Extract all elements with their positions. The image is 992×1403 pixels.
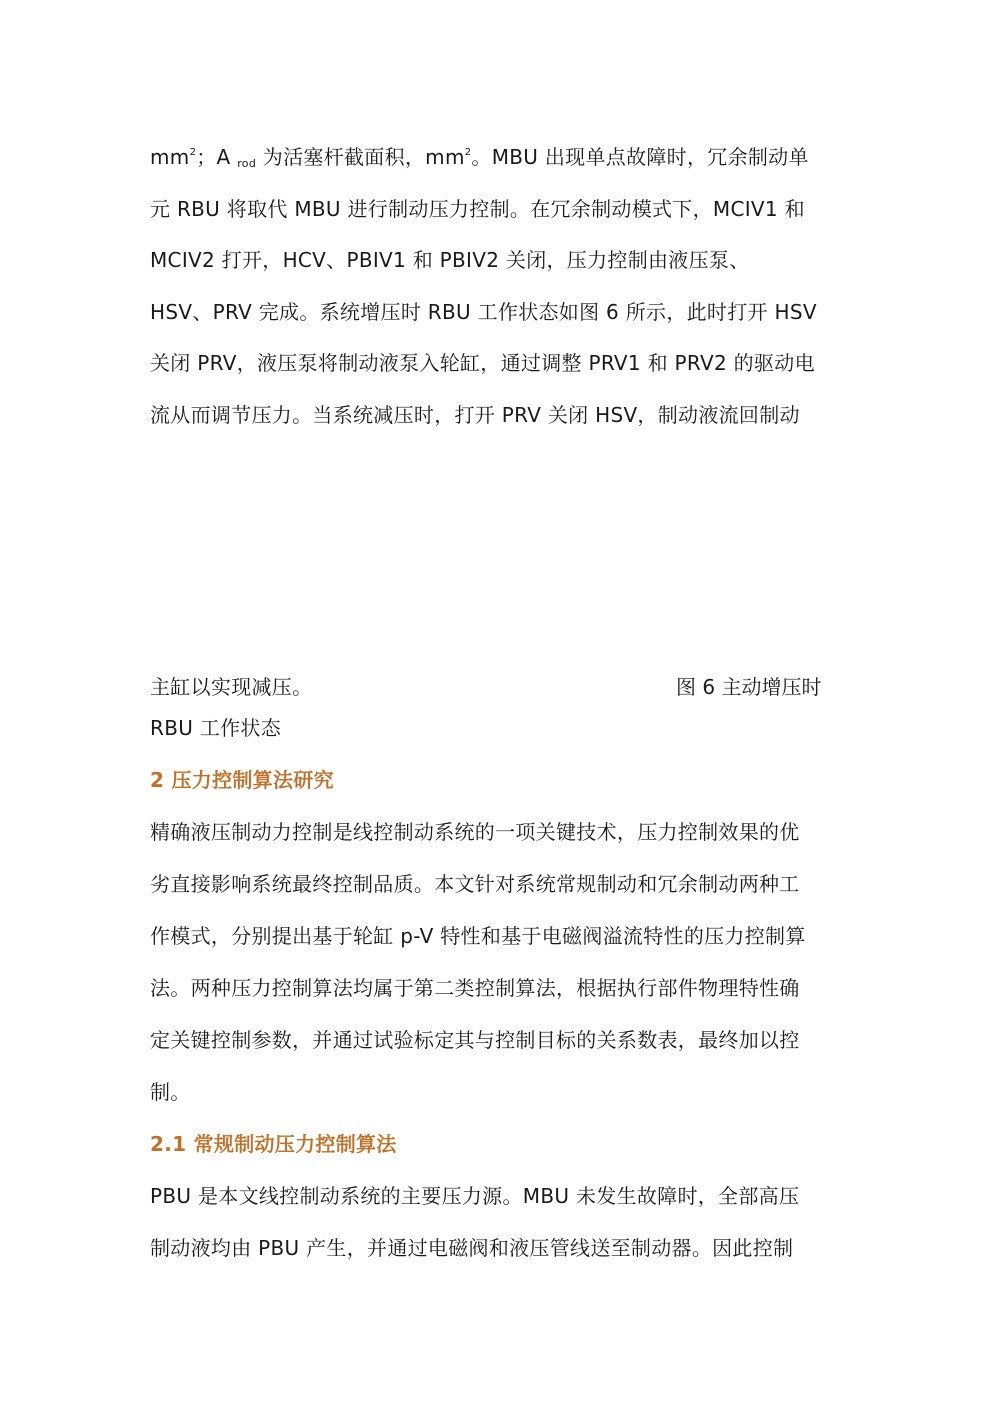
subscript: rod — [237, 157, 257, 170]
section-heading: 2 压力控制算法研究 — [150, 768, 334, 792]
text-run: mm — [150, 145, 190, 169]
subsection-heading: 2.1 常规制动压力控制算法 — [150, 1132, 397, 1156]
paragraph-line: 定关键控制参数，并通过试验标定其与控制目标的关系数表，最终加以控 — [150, 1028, 800, 1052]
paragraph-line: 制。 — [150, 1080, 191, 1104]
text-run: 。MBU 出现单点故障时，冗余制动单 — [471, 145, 809, 169]
text-run: 为活塞杆截面积，mm — [256, 145, 465, 169]
text-run: ；A — [196, 145, 238, 169]
paragraph-line: RBU 工作状态 — [150, 716, 282, 740]
paragraph-line: 劣直接影响系统最终控制品质。本文针对系统常规制动和冗余制动两种工 — [150, 872, 800, 896]
paragraph-line: 法。两种压力控制算法均属于第二类控制算法，根据执行部件物理特性确 — [150, 976, 800, 1000]
paragraph-line: 作模式，分别提出基于轮缸 p-V 特性和基于电磁阀溢流特性的压力控制算 — [150, 924, 806, 948]
paragraph-line: 元 RBU 将取代 MBU 进行制动压力控制。在冗余制动模式下，MCIV1 和 — [150, 197, 805, 221]
paragraph-line: PBU 是本文线控制动系统的主要压力源。MBU 未发生故障时，全部高压 — [150, 1184, 800, 1208]
paragraph-line: MCIV2 打开，HCV、PBIV1 和 PBIV2 关闭，压力控制由液压泵、 — [150, 248, 750, 272]
paragraph-line: 关闭 PRV，液压泵将制动液泵入轮缸，通过调整 PRV1 和 PRV2 的驱动电 — [150, 351, 815, 375]
paragraph-line: 制动液均由 PBU 产生，并通过电磁阀和液压管线送至制动器。因此控制 — [150, 1236, 794, 1260]
superscript: 2 — [464, 147, 472, 158]
superscript: 2 — [189, 147, 197, 158]
paragraph-line: 主缸以实现减压。 — [150, 675, 313, 699]
paragraph-line: HSV、PRV 完成。系统增压时 RBU 工作状态如图 6 所示，此时打开 HSV — [150, 300, 817, 324]
paragraph-line — [150, 143, 809, 171]
paragraph-line: 精确液压制动力控制是线控制动系统的一项关键技术，压力控制效果的优 — [150, 820, 800, 844]
figure-caption: 图 6 主动增压时 — [676, 675, 822, 699]
paragraph-line: 流从而调节压力。当系统减压时，打开 PRV 关闭 HSV，制动液流回制动 — [150, 403, 800, 427]
